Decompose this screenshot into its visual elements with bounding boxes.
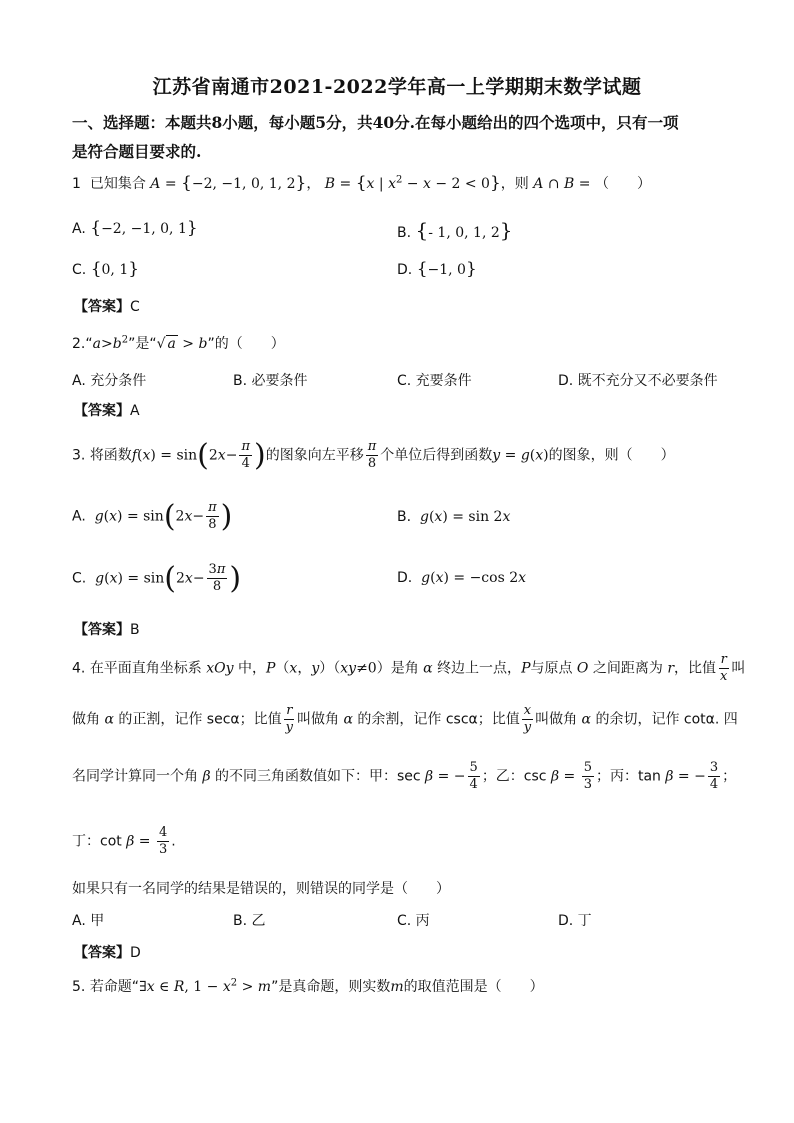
q4-option-d: D. 丁 bbox=[558, 913, 592, 929]
q4-option-b: B. 乙 bbox=[233, 913, 266, 929]
section-heading-line-1: 一、选择题：本题共8小题，每小题5分，共40分.在每小题给出的四个选项中，只有一项 bbox=[72, 113, 679, 132]
q2-option-c: C. 充要条件 bbox=[397, 373, 472, 389]
q2-option-d: D. 既不充分又不必要条件 bbox=[558, 373, 718, 389]
q2-option-a: A. 充分条件 bbox=[72, 373, 147, 389]
question-1-stem: 1 已知集合 A = {−2, −1, 0, 1, 2}， B = {x | $x^2 - x - 2 < 0$}，则 A ∩ B = （ ） bbox=[72, 173, 651, 193]
q3-answer: 【答案】B bbox=[74, 622, 140, 638]
q4-option-a: A. 甲 bbox=[72, 913, 105, 929]
question-4-line-5: 如果只有一名同学的结果是错误的，则错误的同学是（ ） bbox=[72, 881, 450, 897]
question-2-stem: $2.“a>b^2$”是“√ a > b”的（ ） bbox=[72, 334, 285, 352]
q1-option-c: C. {0, 1} bbox=[72, 259, 140, 279]
section-heading bbox=[72, 108, 728, 166]
q1-option-d: D. {−1, 0} bbox=[397, 259, 477, 279]
q3-option-d: D. g(x) = −cos 2x bbox=[397, 570, 527, 586]
question-4-line-2: 做角 α 的正割，记作 secα；比值 $\frac{r}{y}$ 叫做角 α 的余割，记作 cscα；比值 $\frac{x}{y}$ 叫做角 α 的余切，记作 cotα. 四 bbox=[72, 703, 738, 735]
question-4-line-4: 丁：cot β = $\frac{4}{3}$ . bbox=[72, 825, 176, 857]
q4-answer: 【答案】D bbox=[74, 945, 141, 961]
q4-option-c: C. 丙 bbox=[397, 913, 430, 929]
question-5-stem: 5. 若命题“∃x ∈ R, $1 - x^2 > m$”是真命题，则实数m的取值范围是（ ） bbox=[72, 977, 544, 995]
q3-option-c: C. g(x) = sin(2x− $\frac{3\pi}{8}$ ) bbox=[72, 561, 242, 596]
question-3-stem: 3. 将函数f(x) = sin(2x− $\frac{\pi}{4}$ )的图象向左平移 $\frac{\pi}{8}$ 个单位后得到函数y = g(x)的图象，则（ ） bbox=[72, 438, 675, 473]
exam-title: 江苏省南通市2021-2022学年高一上学期期末数学试题 bbox=[152, 76, 642, 98]
question-4-line-3: 名同学计算同一个角 β 的不同三角函数值如下：甲：sec β = − $\frac{5}{4}$ ；乙：csc β = $\frac{5}{3}$ ；丙：tan β = − $\frac{3}{4}$ ； bbox=[72, 760, 737, 792]
q1-option-a: A. {−2, −1, 0, 1} bbox=[72, 218, 198, 238]
q2-option-b: B. 必要条件 bbox=[233, 373, 308, 389]
question-4-line-1: 4. 在平面直角坐标系 xOy 中，P（x，y）（xy≠0）是角 α 终边上一点，P与原点 O 之间距离为 r，比值 $\frac{r}{x}$ 叫 bbox=[72, 652, 746, 684]
q1-option-b: B. {- 1, 0, 1, 2} bbox=[397, 218, 513, 242]
q2-answer: 【答案】A bbox=[74, 403, 140, 419]
q1-answer: 【答案】C bbox=[74, 299, 140, 315]
q3-option-b: B. g(x) = sin 2x bbox=[397, 509, 511, 525]
q3-option-a: A. g(x) = sin(2x− $\frac{\pi}{8}$ ) bbox=[72, 499, 233, 534]
section-heading-line-2: 是符合题目要求的. bbox=[72, 142, 202, 161]
